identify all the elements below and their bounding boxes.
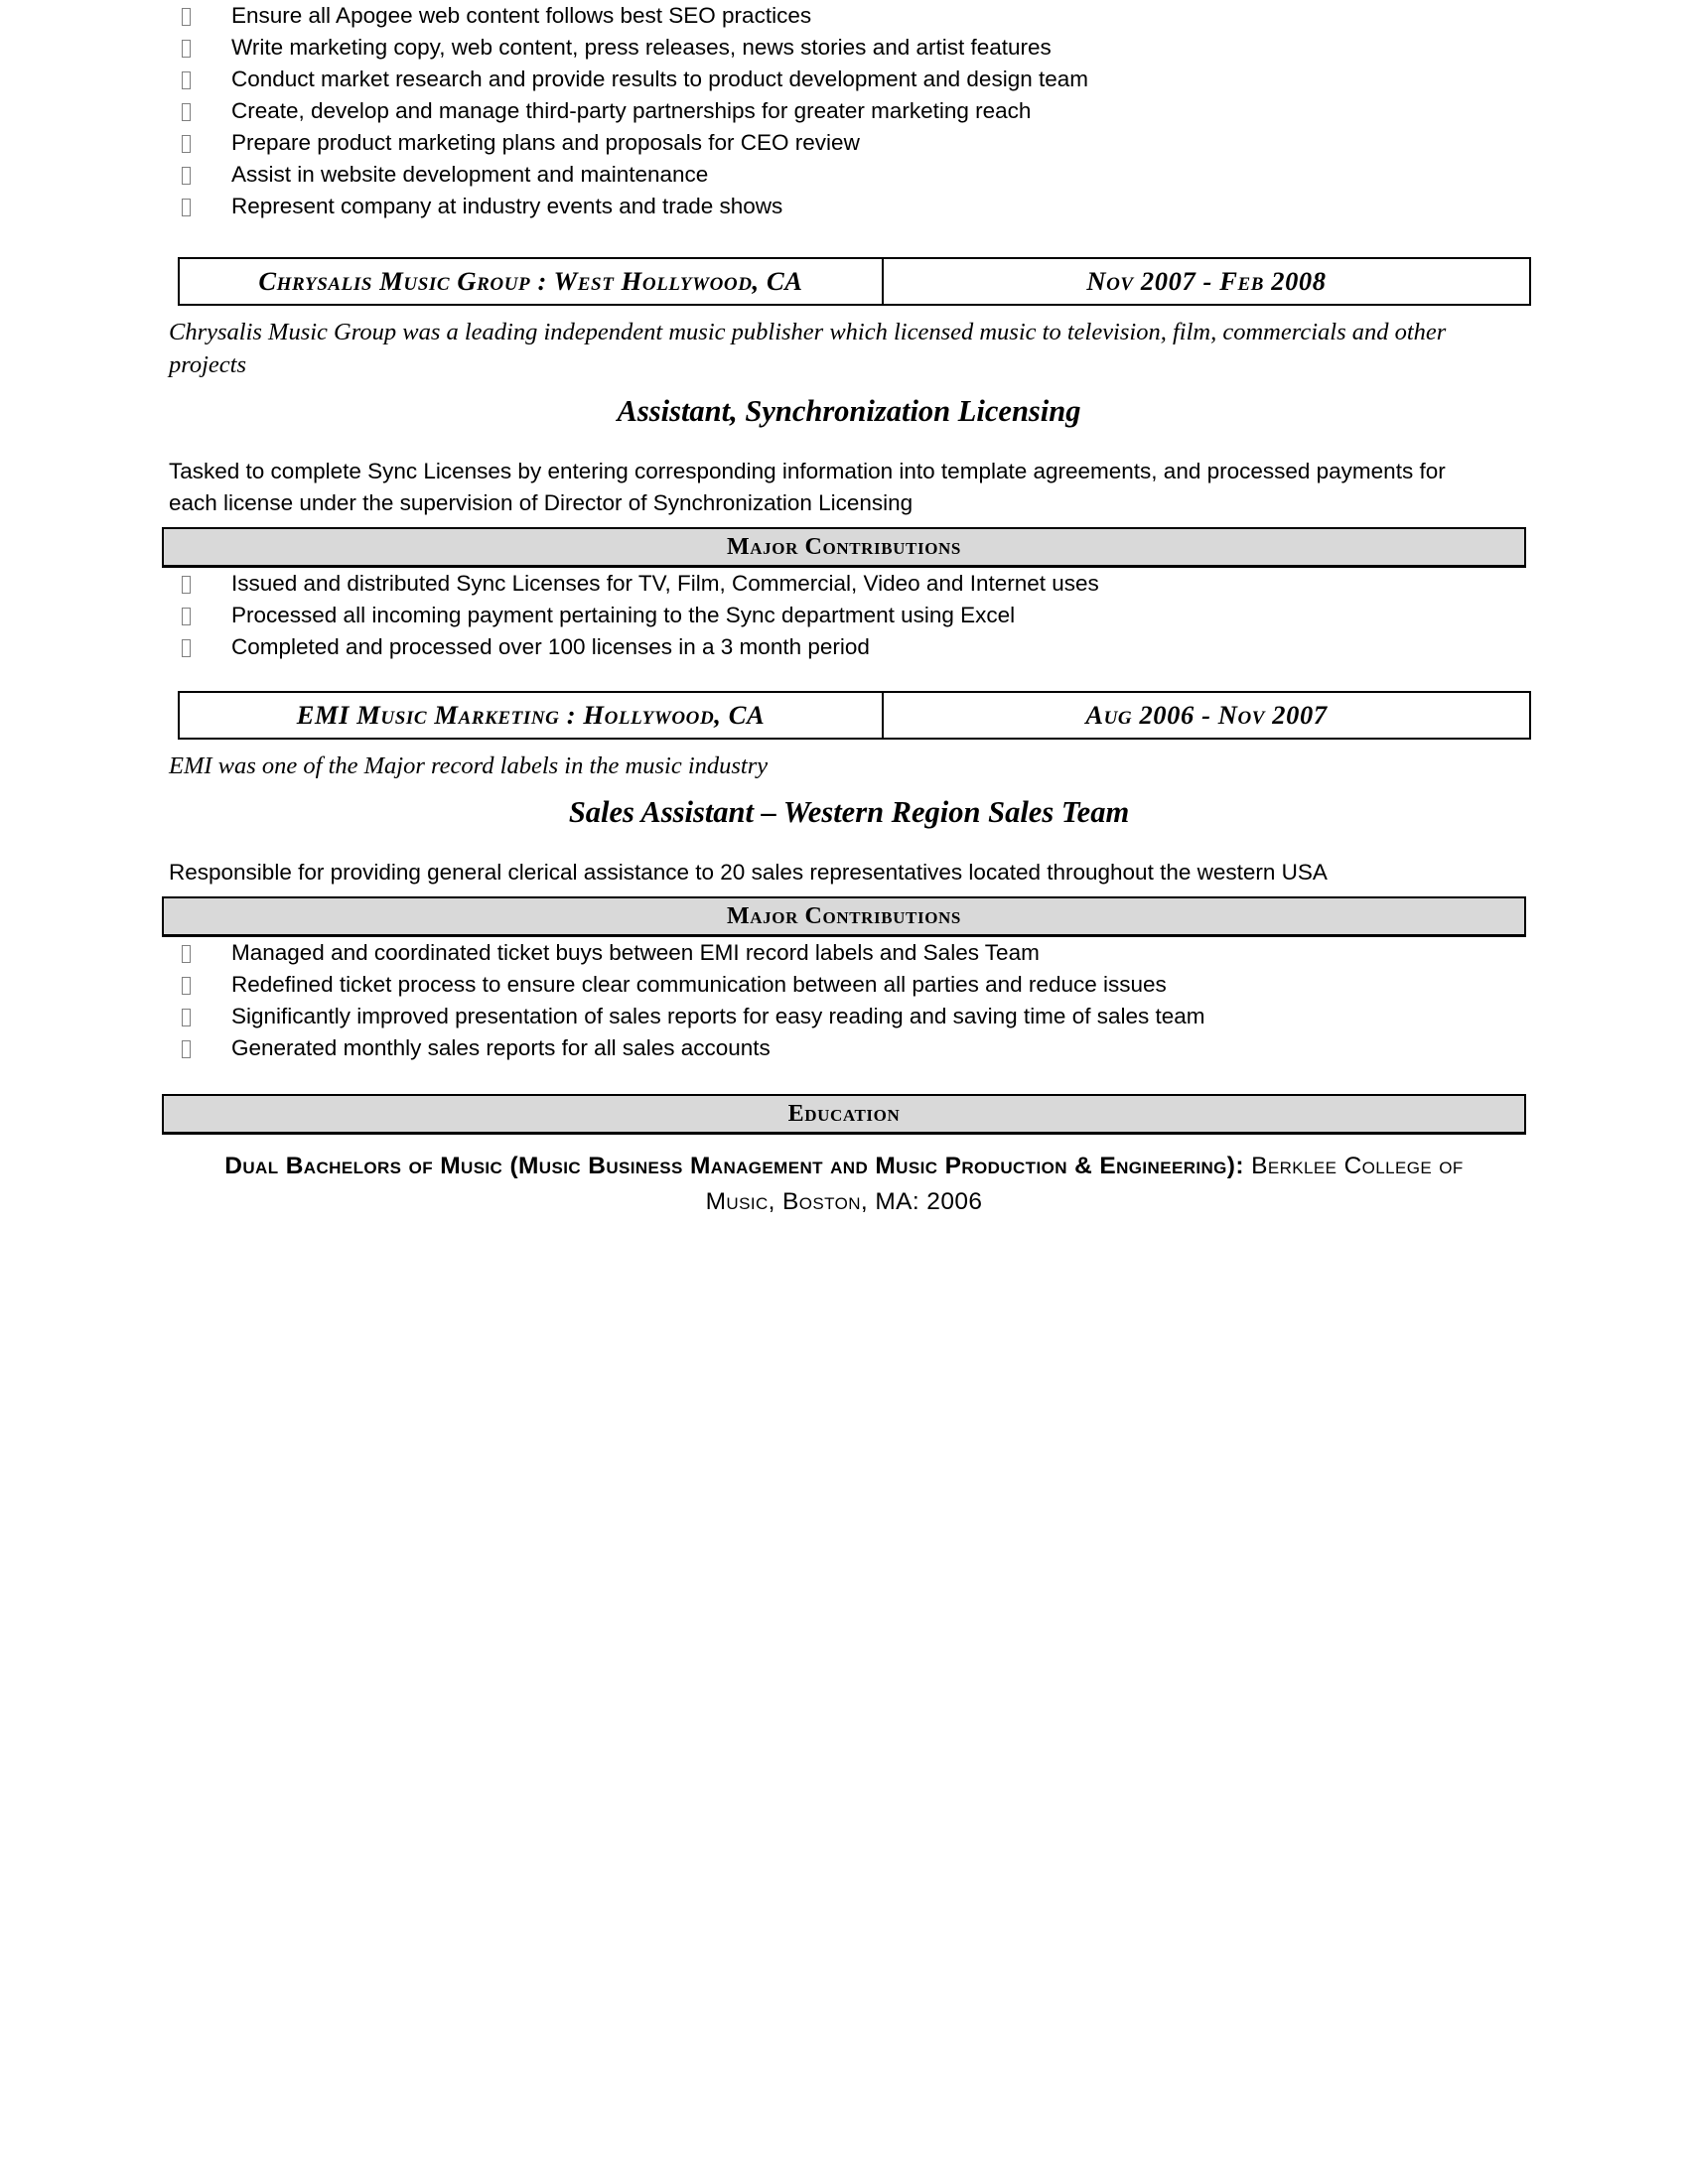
section-bar-major-contributions (162, 527, 1526, 568)
dates-cell: Nov 2007 - Feb 2008 (883, 258, 1530, 305)
list-item-text: Redefined ticket process to ensure clear communication between all parties and reduce issues (231, 972, 1167, 997)
job-title: Assistant, Synchronization Licensing (617, 394, 1081, 428)
bullet-box-icon (182, 639, 191, 657)
list-item (169, 631, 1529, 663)
bullet-box-icon (182, 977, 191, 995)
bullet-box-icon (182, 135, 191, 153)
degree-text: Dual Bachelors of Music (Music Business Management and Music Production & Engineering): (224, 1153, 1252, 1179)
contributions-list (169, 937, 1529, 1064)
bullet-box-icon (182, 576, 191, 594)
list-item (169, 64, 1529, 95)
section-bar-education (162, 1094, 1526, 1135)
list-item (169, 191, 1529, 222)
bullet-box-icon (182, 103, 191, 121)
company-note: Chrysalis Music Group was a leading independent music publisher which licensed music to television, film, commercials and other projects (169, 319, 1447, 378)
job-summary: Tasked to complete Sync Licenses by entering corresponding information into template agreements, and processed payments for each license under the supervision of Director of Synchronization Licensing (169, 459, 1446, 515)
bullet-box-icon (182, 167, 191, 185)
responsibilities-list (169, 0, 1529, 222)
list-item-text: Processed all incoming payment pertaining to the Sync department using Excel (231, 603, 1016, 627)
list-item (169, 0, 1529, 32)
bullet-box-icon (182, 1040, 191, 1058)
bullet-box-icon (182, 8, 191, 26)
job-summary: Responsible for providing general clerical assistance to 20 sales representatives located throughout the western USA (169, 860, 1328, 885)
list-item-text: Completed and processed over 100 licenses in a 3 month period (231, 634, 870, 659)
list-item-text: Ensure all Apogee web content follows best SEO practices (231, 3, 812, 28)
list-item-text: Significantly improved presentation of sales reports for easy reading and saving time of sales team (231, 1004, 1205, 1028)
list-item (169, 937, 1529, 969)
list-item-text: Create, develop and manage third-party partnerships for greater marketing reach (231, 98, 1032, 123)
dates-cell: Aug 2006 - Nov 2007 (883, 692, 1530, 739)
bullet-box-icon (182, 199, 191, 216)
list-item-text: Conduct market research and provide results to product development and design team (231, 67, 1088, 91)
list-item (169, 1032, 1529, 1064)
list-item (169, 600, 1529, 631)
bullet-box-icon (182, 1009, 191, 1026)
education-entry (223, 1149, 1465, 1220)
list-item-text: Prepare product marketing plans and proposals for CEO review (231, 130, 860, 155)
list-item-text: Managed and coordinated ticket buys between EMI record labels and Sales Team (231, 940, 1040, 965)
institution-text: Berklee College of Music, Boston, MA: 2006 (705, 1153, 1464, 1215)
bullet-box-icon (182, 608, 191, 625)
job-header-row (179, 692, 1530, 739)
list-item (169, 568, 1529, 600)
job-title: Sales Assistant – Western Region Sales Team (568, 795, 1130, 829)
list-item (169, 159, 1529, 191)
list-item (169, 32, 1529, 64)
job-header-table (178, 257, 1531, 306)
section-label: Major Contributions (727, 902, 961, 929)
company-location-cell: Chrysalis Music Group : West Hollywood, CA (179, 258, 883, 305)
job-header-row (179, 258, 1530, 305)
job-header-table (178, 691, 1531, 740)
list-item-text: Generated monthly sales reports for all sales accounts (231, 1035, 771, 1060)
list-item-text: Write marketing copy, web content, press releases, news stories and artist features (231, 35, 1052, 60)
list-item (169, 95, 1529, 127)
list-item (169, 127, 1529, 159)
list-item (169, 969, 1529, 1001)
company-note: EMI was one of the Major record labels in the music industry (169, 752, 769, 779)
bullet-box-icon (182, 40, 191, 58)
list-item-text: Represent company at industry events and trade shows (231, 194, 783, 218)
bullet-box-icon (182, 945, 191, 963)
section-label: Education (787, 1100, 901, 1127)
list-item-text: Assist in website development and maintenance (231, 162, 709, 187)
company-location-cell: EMI Music Marketing : Hollywood, CA (179, 692, 883, 739)
section-bar-major-contributions (162, 896, 1526, 937)
section-label: Major Contributions (727, 533, 961, 560)
bullet-box-icon (182, 71, 191, 89)
list-item (169, 1001, 1529, 1032)
list-item-text: Issued and distributed Sync Licenses for TV, Film, Commercial, Video and Internet uses (231, 571, 1099, 596)
contributions-list (169, 568, 1529, 663)
